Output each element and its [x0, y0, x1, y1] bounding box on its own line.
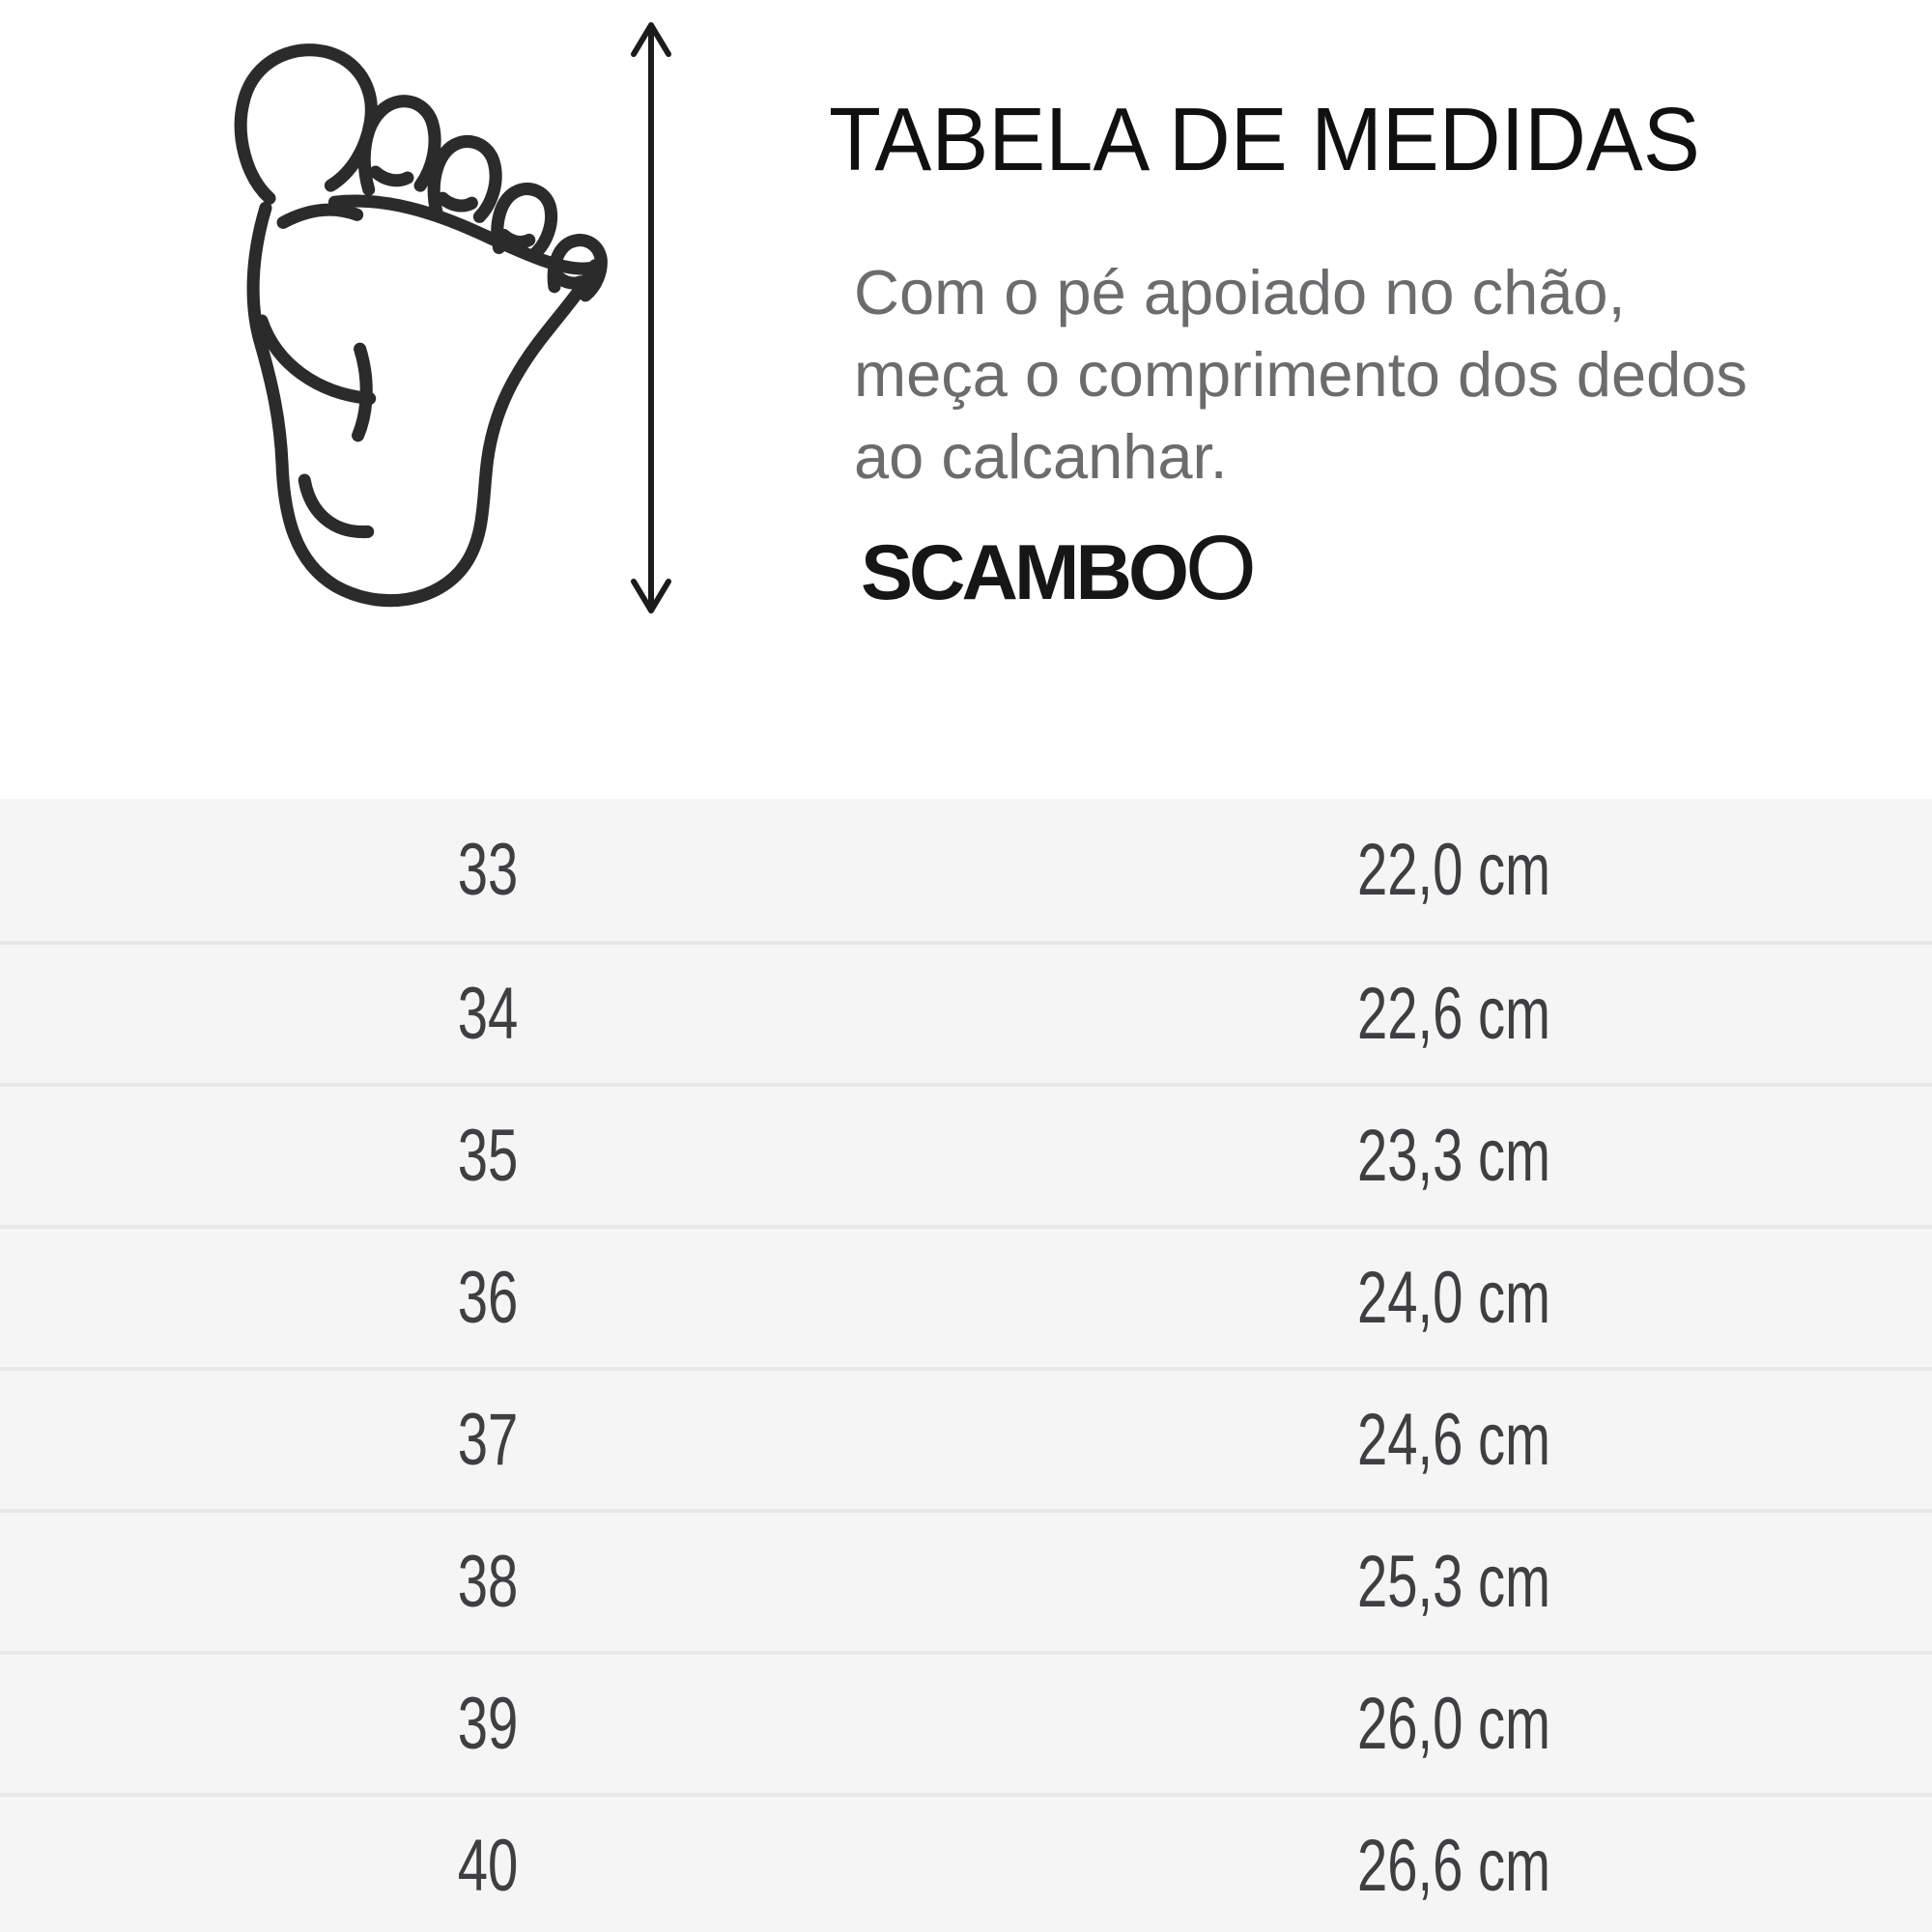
size-cell: 34 — [457, 972, 519, 1055]
size-cell: 35 — [457, 1114, 519, 1197]
foot-sole-icon — [220, 21, 614, 614]
table-row — [0, 1367, 1932, 1509]
length-cell: 26,6 cm — [1356, 1824, 1551, 1907]
instruction-line-3: ao calcanhar. — [854, 421, 1228, 492]
table-row — [0, 1509, 1932, 1651]
length-cell: 26,0 cm — [1356, 1682, 1551, 1765]
table-row — [0, 1793, 1932, 1932]
size-cell: 38 — [457, 1540, 519, 1623]
brand-text: SCAMBO — [861, 529, 1185, 616]
table-row — [0, 799, 1932, 941]
length-cell: 24,0 cm — [1356, 1256, 1551, 1339]
length-cell: 22,0 cm — [1356, 828, 1551, 911]
length-cell: 24,6 cm — [1356, 1398, 1551, 1481]
table-row — [0, 1651, 1932, 1793]
size-cell: 39 — [457, 1682, 519, 1765]
length-cell: 22,6 cm — [1356, 972, 1551, 1055]
size-table — [0, 799, 1932, 1932]
page-title: TABELA DE MEDIDAS — [829, 89, 1700, 189]
brand-accent-o: O — [1185, 517, 1257, 619]
instruction-line-2: meça o comprimento dos dedos — [854, 339, 1747, 410]
size-cell: 33 — [457, 828, 519, 911]
size-cell: 40 — [457, 1824, 519, 1907]
instruction-line-1: Com o pé apoiado no chão, — [854, 257, 1626, 327]
length-cell: 23,3 cm — [1356, 1114, 1551, 1197]
table-row — [0, 1083, 1932, 1225]
measure-arrow-icon — [623, 17, 679, 618]
size-cell: 36 — [457, 1256, 519, 1339]
table-row — [0, 1225, 1932, 1367]
size-cell: 37 — [457, 1398, 519, 1481]
table-row — [0, 941, 1932, 1083]
length-cell: 25,3 cm — [1356, 1540, 1551, 1623]
measurement-instructions — [854, 251, 1747, 497]
